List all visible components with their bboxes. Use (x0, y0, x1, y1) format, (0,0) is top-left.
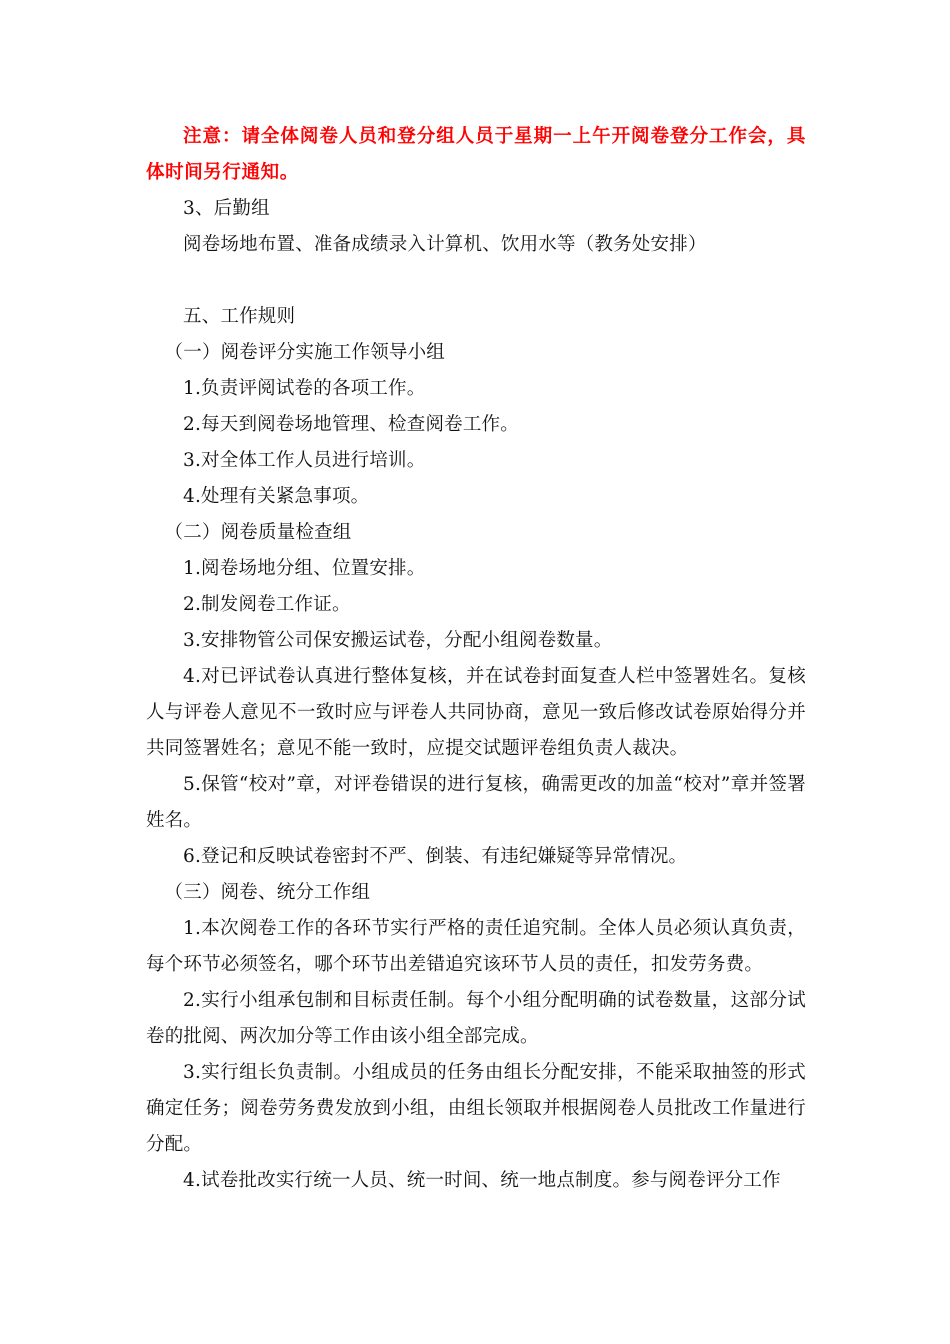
list-item: 2.制发阅卷工作证。 (183, 594, 351, 615)
list-item: 1.负责评阅试卷的各项工作。 (183, 378, 426, 399)
list-item: 2.实行小组承包制和目标责任制。每个小组分配明确的试卷数量，这部分试卷的批阅、两次加分等工作由该小组全部完成。 (146, 990, 806, 1047)
list-item: 6.登记和反映试卷密封不严、倒装、有违纪嫌疑等异常情况。 (183, 846, 688, 867)
list-item: 3.对全体工作人员进行培训。 (183, 450, 426, 471)
section-heading-work-rules: 五、工作规则 (183, 306, 296, 327)
list-item: 3.安排物管公司保安搬运试卷，分配小组阅卷数量。 (183, 630, 613, 651)
document-body (146, 119, 806, 1199)
list-item: 4.处理有关紧急事项。 (183, 486, 370, 507)
subsection-heading-quality-check: （二）阅卷质量检查组 (164, 522, 352, 543)
list-item: 1.阅卷场地分组、位置安排。 (183, 558, 426, 579)
blank-line (146, 263, 806, 299)
section-heading-logistics: 3、后勤组 (183, 198, 270, 219)
notice-paragraph: 注意：请全体阅卷人员和登分组人员于星期一上午开阅卷登分工作会，具体时间另行通知。 (146, 126, 806, 183)
list-item: 4.对已评试卷认真进行整体复核，并在试卷封面复查人栏中签署姓名。复核人与评卷人意见不一致时应与评卷人共同协商，意见一致后修改试卷原始得分并共同签署姓名；意见不能一致时，应提交试题评卷组负责人裁决。 (146, 666, 806, 759)
subsection-heading-marking-group: （三）阅卷、统分工作组 (164, 882, 371, 903)
logistics-text: 阅卷场地布置、准备成绩录入计算机、饮用水等（教务处安排） (183, 234, 707, 255)
list-item: 5.保管“校对”章，对评卷错误的进行复核，确需更改的加盖“校对”章并签署姓名。 (146, 774, 806, 831)
list-item: 1.本次阅卷工作的各环节实行严格的责任追究制。全体人员必须认真负责，每个环节必须签名，哪个环节出差错追究该环节人员的责任，扣发劳务费。 (146, 918, 806, 975)
list-item: 4.试卷批改实行统一人员、统一时间、统一地点制度。参与阅卷评分工作 (183, 1170, 781, 1191)
list-item: 3.实行组长负责制。小组成员的任务由组长分配安排，不能采取抽签的形式确定任务；阅卷劳务费发放到小组，由组长领取并根据阅卷人员批改工作量进行分配。 (146, 1062, 806, 1155)
list-item: 2.每天到阅卷场地管理、检查阅卷工作。 (183, 414, 519, 435)
subsection-heading-leadership: （一）阅卷评分实施工作领导小组 (164, 342, 446, 363)
